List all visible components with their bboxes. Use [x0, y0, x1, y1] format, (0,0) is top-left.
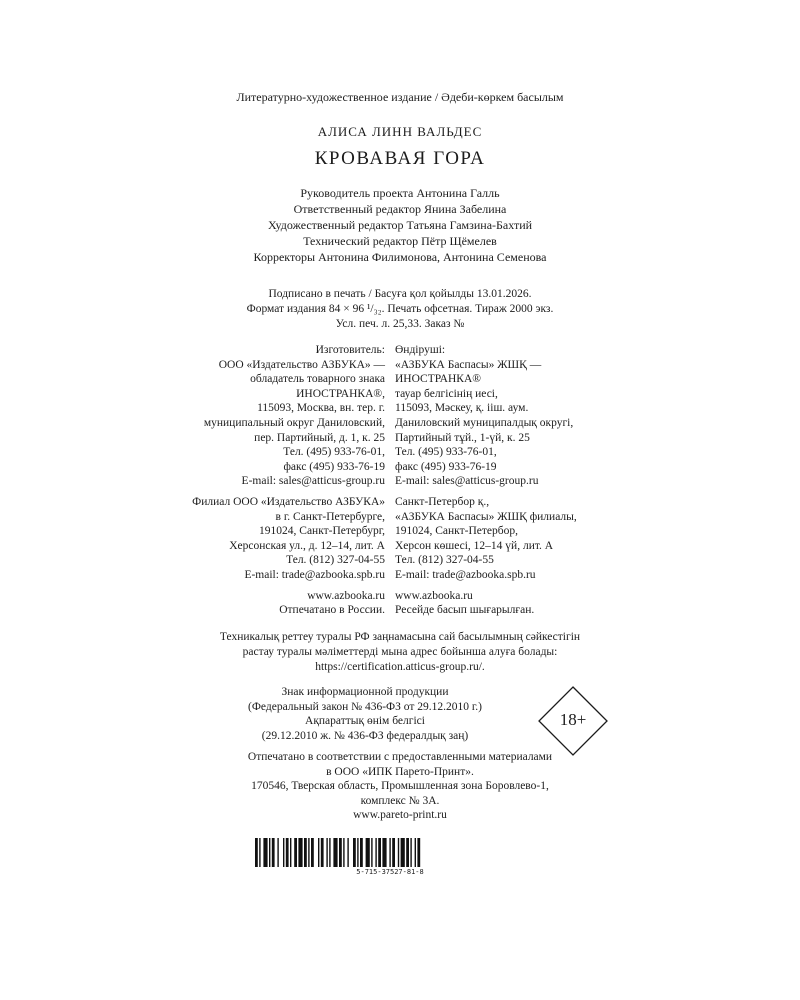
branch-line: Тел. (812) 327-04-55: [395, 554, 494, 567]
branch-line: 191024, Санкт-Петербург,: [259, 525, 385, 538]
tech-regulation-block: [0, 630, 800, 675]
credit-line: Художественный редактор Татьяна Гамзина-Бахтий: [267, 218, 533, 232]
printer-line: 170546, Тверская область, Промышленная зона Боровлево-1,: [251, 780, 549, 792]
branch-line: Тел. (812) 327-04-55: [286, 554, 385, 567]
branch-email: E-mail: trade@azbooka.spb.ru: [244, 568, 385, 581]
tech-regulation-line: растау туралы мәліметтерді мына адрес бойынша алуға болады:: [242, 646, 558, 658]
credit-line: Руководитель проекта Антонина Галль: [300, 186, 500, 200]
info-sign-line: Ақпараттық өнім белгісі: [305, 715, 425, 727]
manufacturer-line: обладатель товарного знака: [250, 373, 385, 386]
credit-line: Корректоры Антонина Филимонова, Антонина Семенова: [253, 250, 547, 264]
credit-line: Ответственный редактор Янина Забелина: [293, 202, 507, 216]
manufacturer-line: Партийный тұй., 1-үй, к. 25: [395, 431, 530, 444]
manufacturer-line: Өндіруші:: [395, 344, 446, 356]
info-sign-block: [200, 685, 530, 743]
manufacturer-email: E-mail: sales@atticus-group.ru: [395, 475, 539, 488]
author-name: АЛИСА ЛИНН ВАЛЬДЕС: [317, 124, 483, 139]
manufacturer-line: Тел. (495) 933-76-01,: [283, 446, 385, 459]
branch-line: 191024, Санкт-Петербор,: [395, 525, 518, 538]
info-sign-line: Знак информационной продукции: [281, 686, 449, 698]
tech-regulation-line: Техникалық реттеу туралы РФ заңнамасына сай басылымның сәйкестігін: [219, 631, 581, 643]
print-info-block: [0, 287, 800, 332]
branch-line: в г. Санкт-Петербурге,: [275, 510, 385, 523]
book-title: КРОВАВАЯ ГОРА: [314, 148, 486, 169]
manufacturer-line: ИНОСТРАНКА®: [395, 373, 481, 386]
branch-line: Херсонская ул., д. 12–14, лит. А: [229, 539, 385, 552]
age-rating-label: 18+: [559, 710, 587, 729]
manufacturer-line: муниципальный округ Даниловский,: [203, 416, 385, 429]
manufacturer-email: E-mail: sales@atticus-group.ru: [241, 475, 385, 488]
printer-block: [0, 750, 800, 823]
printed-in-note: Отпечатано в России.: [279, 604, 385, 617]
manufacturer-line: ИНОСТРАНКА®,: [296, 387, 385, 400]
manufacturer-line: пер. Партийный, д. 1, к. 25: [254, 431, 385, 444]
info-sign-line: (29.12.2010 ж. № 436-ФЗ федералдық заң): [261, 729, 469, 742]
certification-url: https://certification.atticus-group.ru/.: [315, 661, 485, 673]
manufacturer-line: тауар белгісінің иесі,: [395, 387, 498, 400]
printer-line: комплекс № 3А.: [360, 794, 440, 807]
credit-line: Технический редактор Пётр Щёмелев: [303, 234, 497, 248]
manufacturer-line: 115093, Москва, вн. тер. г.: [257, 402, 385, 415]
manufacturer-line: факс (495) 933-76-19: [395, 460, 497, 473]
manufacturer-line: факс (495) 933-76-19: [283, 460, 385, 473]
branch-line: «АЗБУКА Баспасы» ЖШҚ филиалы,: [395, 510, 577, 523]
age-rating-badge: [537, 685, 609, 757]
isbn-number: 5-715-37527-81-8: [356, 868, 424, 876]
imprint-subtitle: Литературно-художественное издание / Әдеби-көркем басылым: [236, 90, 564, 104]
manufacturer-line: ООО «Издательство АЗБУКА» —: [218, 358, 385, 371]
printer-website: www.pareto-print.ru: [353, 809, 447, 821]
branch-line: Херсон көшесі, 12–14 үй, лит. А: [395, 539, 554, 552]
print-info-line: Подписано в печать / Басуға қол қойылды 13.01.2026.: [268, 288, 532, 300]
barcode-icon: [255, 838, 525, 870]
print-info-line: Усл. печ. л. 25,33. Заказ №: [335, 318, 465, 330]
publisher-website: www.azbooka.ru: [307, 589, 385, 602]
printer-line: Отпечатано в соответствии с предоставленными материалами: [247, 751, 553, 763]
printed-in-note: Ресейде басып шығарылған.: [395, 604, 535, 617]
publisher-website: www.azbooka.ru: [395, 589, 473, 602]
manufacturer-line: Изготовитель:: [315, 344, 385, 356]
manufacturer-line: «АЗБУКА Баспасы» ЖШҚ —: [395, 358, 542, 371]
printer-line: в ООО «ИПК Парето-Принт».: [326, 765, 474, 778]
branch-line: Санкт-Петербор қ.,: [395, 495, 490, 508]
publisher-column-ru: [192, 343, 385, 618]
branch-line: Филиал ООО «Издательство АЗБУКА»: [192, 495, 385, 508]
credits-block: [0, 185, 800, 265]
print-info-line: Формат издания 84 × 96 ¹/₃₂. Печать офсетная. Тираж 2000 экз.: [246, 303, 554, 315]
branch-email: E-mail: trade@azbooka.spb.ru: [395, 568, 536, 581]
manufacturer-line: Тел. (495) 933-76-01,: [395, 446, 497, 459]
manufacturer-line: Даниловский муниципалдық округі,: [395, 416, 574, 429]
manufacturer-line: 115093, Мәскеу, қ. ііш. аум.: [395, 402, 529, 415]
publisher-column-kz: [395, 343, 577, 618]
info-sign-line: (Федеральный закон № 436-ФЗ от 29.12.2010 г.): [248, 700, 482, 713]
